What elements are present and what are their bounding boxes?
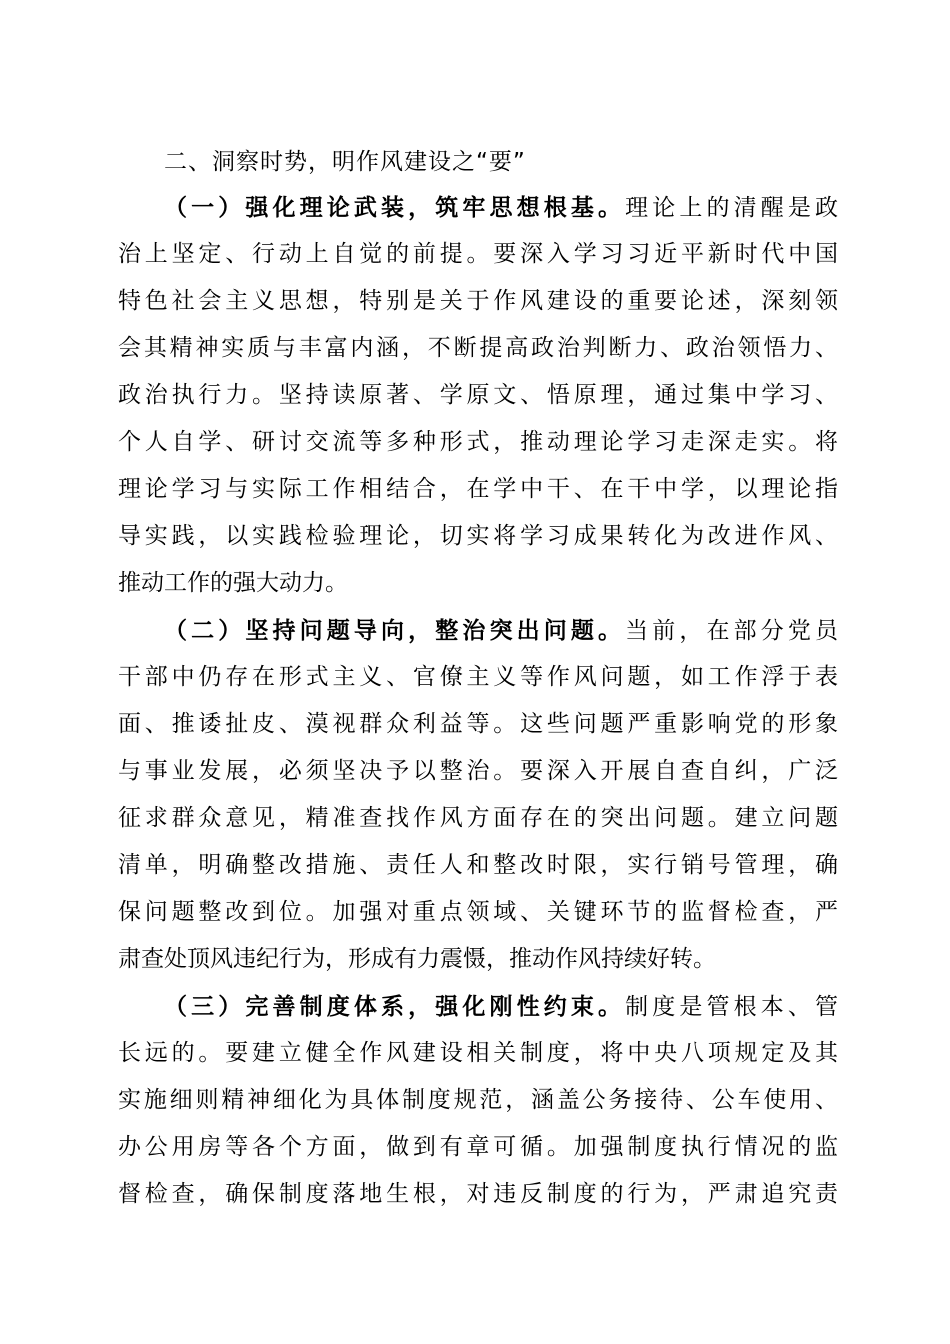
paragraph-2 [118, 607, 838, 983]
paragraph-3 [118, 983, 838, 1218]
paragraph-line: 保问题整改到位。加强对重点领域、关键环节的监督检查，严 [118, 899, 838, 925]
paragraph-line: 个人自学、研讨交流等多种形式，推动理论学习走深走实。将 [118, 429, 838, 455]
paragraph-line: 与事业发展，必须坚决予以整治。要深入开展自查自纠，广泛 [118, 758, 838, 784]
paragraph-line: 会其精神实质与丰富内涵，不断提高政治判断力、政治领悟力、 [118, 335, 838, 361]
paragraph-1 [118, 184, 838, 607]
paragraph-line: 政治执行力。坚持读原著、学原文、悟原理，通过集中学习、 [118, 382, 838, 408]
paragraph-line: 清单，明确整改措施、责任人和整改时限，实行销号管理，确 [118, 852, 838, 878]
paragraph-line [118, 607, 838, 654]
paragraph-line: 理论学习与实际工作相结合，在学中干、在干中学，以理论指 [118, 476, 838, 502]
line-text: 理论上的清醒是政 [625, 195, 838, 221]
paragraph-line [118, 983, 838, 1030]
paragraph-line: 实施细则精神细化为具体制度规范，涵盖公务接待、公车使用、 [118, 1087, 838, 1113]
line-text: 当前，在部分党员 [625, 618, 838, 644]
paragraph-lead: （一）强化理论武装，筑牢思想根基。 [164, 194, 626, 221]
paragraph-line: 长远的。要建立健全作风建设相关制度，将中央八项规定及其 [118, 1040, 838, 1066]
paragraph-line: 肃查处顶风违纪行为，形成有力震慑，推动作风持续好转。 [118, 946, 716, 972]
paragraph-line: 治上坚定、行动上自觉的前提。要深入学习习近平新时代中国 [118, 241, 838, 267]
paragraph-line: 督检查，确保制度落地生根，对违反制度的行为，严肃追究责 [118, 1181, 838, 1207]
paragraph-lead: （二）坚持问题导向，整治突出问题。 [164, 617, 626, 644]
paragraph-line: 推动工作的强大动力。 [118, 570, 348, 596]
paragraph-line: 征求群众意见，精准查找作风方面存在的突出问题。建立问题 [118, 805, 838, 831]
paragraph-line [118, 184, 838, 231]
paragraph-line: 办公用房等各个方面，做到有章可循。加强制度执行情况的监 [118, 1134, 838, 1160]
paragraph-line: 面、推诿扯皮、漠视群众利益等。这些问题严重影响党的形象 [118, 711, 838, 737]
paragraph-line: 干部中仍存在形式主义、官僚主义等作风问题，如工作浮于表 [118, 664, 838, 690]
paragraph-line: 导实践，以实践检验理论，切实将学习成果转化为改进作风、 [118, 523, 838, 549]
document-body [118, 140, 838, 1218]
paragraph-line: 特色社会主义思想，特别是关于作风建设的重要论述，深刻领 [118, 288, 838, 314]
paragraph-lead: （三）完善制度体系，强化刚性约束。 [164, 993, 626, 1020]
line-text: 制度是管根本、管 [625, 994, 838, 1020]
section-heading: 二、洞察时势，明作风建设之“要” [164, 149, 526, 175]
